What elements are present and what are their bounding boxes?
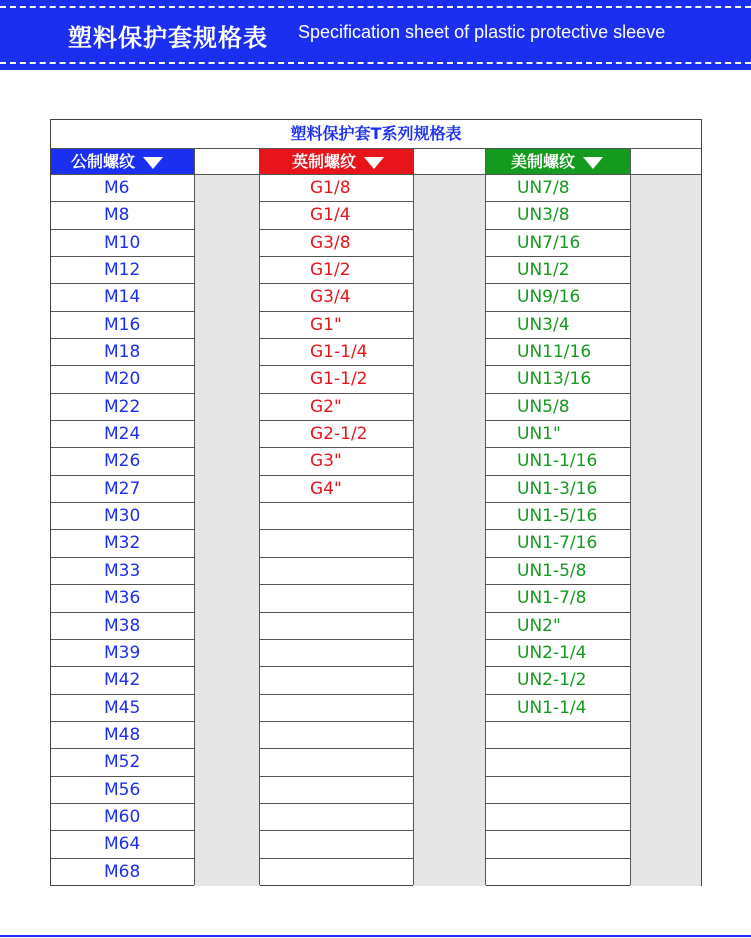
banner-dash-top	[0, 6, 751, 8]
american-cell: UN13/16	[486, 366, 630, 393]
british-cell: G4"	[260, 476, 413, 503]
metric-cell: M26	[51, 448, 194, 475]
british-cell	[260, 640, 413, 667]
american-cell: UN3/4	[486, 312, 630, 339]
metric-cell: M64	[51, 831, 194, 858]
metric-cell: M27	[51, 476, 194, 503]
banner-title-en: Specification sheet of plastic protective sleeve	[298, 22, 666, 42]
header-banner	[0, 0, 751, 70]
british-cell	[260, 695, 413, 722]
metric-cell: M24	[51, 421, 194, 448]
american-cell	[486, 804, 630, 831]
american-cell: UN1/2	[486, 257, 630, 284]
metric-cell: M22	[51, 394, 194, 421]
header-british	[260, 148, 413, 175]
british-cell: G2-1/2	[260, 421, 413, 448]
header-metric	[51, 148, 194, 175]
american-cell: UN11/16	[486, 339, 630, 366]
british-cell	[260, 749, 413, 776]
metric-cell: M30	[51, 503, 194, 530]
british-cell	[260, 859, 413, 886]
metric-cell: M60	[51, 804, 194, 831]
gray-spacer-2	[413, 175, 486, 886]
dropdown-triangle-icon	[364, 157, 384, 169]
american-cell: UN7/16	[486, 230, 630, 257]
british-cell: G1-1/2	[260, 366, 413, 393]
american-cell: UN2"	[486, 613, 630, 640]
metric-cell: M8	[51, 202, 194, 229]
title-divider	[51, 148, 701, 149]
metric-cell: M52	[51, 749, 194, 776]
american-cell: UN3/8	[486, 202, 630, 229]
british-cell	[260, 585, 413, 612]
british-cell	[260, 831, 413, 858]
british-cell	[260, 613, 413, 640]
dropdown-triangle-icon	[583, 157, 603, 169]
table-title: 塑料保护套T系列规格表	[290, 124, 462, 143]
british-cell	[260, 530, 413, 557]
metric-cell: M32	[51, 530, 194, 557]
metric-cell: M68	[104, 861, 141, 882]
american-cell	[486, 777, 630, 804]
divider	[485, 148, 486, 885]
divider	[413, 148, 414, 885]
dropdown-triangle-icon	[143, 157, 163, 169]
american-cell: UN1"	[486, 421, 630, 448]
metric-cell: M12	[51, 257, 194, 284]
british-cell	[260, 667, 413, 694]
banner-dash-bottom	[0, 62, 751, 64]
american-cell	[486, 831, 630, 858]
footer-line	[0, 935, 751, 937]
british-cell	[260, 777, 413, 804]
gray-spacer-3	[630, 175, 701, 886]
american-cell: UN9/16	[486, 284, 630, 311]
american-cell: UN1-7/16	[486, 530, 630, 557]
banner-title-cn: 塑料保护套规格表	[68, 24, 268, 52]
divider	[630, 148, 631, 885]
british-cell	[260, 558, 413, 585]
metric-cell: M20	[51, 366, 194, 393]
american-cell: UN7/8	[486, 175, 630, 202]
american-cell	[486, 749, 630, 776]
british-cell: G1/4	[260, 202, 413, 229]
metric-cell: M10	[51, 230, 194, 257]
british-cell: G3"	[260, 448, 413, 475]
british-cell: G1/8	[260, 175, 413, 202]
metric-cell: M33	[51, 558, 194, 585]
american-cell: UN1-1/4	[486, 695, 630, 722]
american-column	[486, 175, 630, 886]
metric-cell: M38	[51, 613, 194, 640]
british-cell: G1"	[260, 312, 413, 339]
metric-cell: M16	[51, 312, 194, 339]
american-cell	[486, 859, 630, 886]
metric-cell: M36	[51, 585, 194, 612]
american-cell: UN2-1/4	[486, 640, 630, 667]
header-metric-label: 公制螺纹	[71, 152, 136, 171]
british-cell: G1/2	[260, 257, 413, 284]
british-cell	[260, 804, 413, 831]
british-cell: G1-1/4	[260, 339, 413, 366]
british-cell: G2"	[260, 394, 413, 421]
british-cell: G3/8	[260, 230, 413, 257]
metric-cell: M6	[51, 175, 194, 202]
metric-cell: M56	[51, 777, 194, 804]
header-american-label: 美制螺纹	[511, 152, 576, 171]
header-american	[486, 148, 630, 175]
british-cell: G3/4	[260, 284, 413, 311]
metric-cell: M14	[51, 284, 194, 311]
metric-cell: M48	[51, 722, 194, 749]
metric-column	[51, 175, 194, 886]
header-divider	[51, 174, 701, 175]
american-cell: UN5/8	[486, 394, 630, 421]
spec-table	[50, 119, 702, 886]
british-cell	[260, 503, 413, 530]
header-british-label: 英制螺纹	[292, 152, 357, 171]
american-cell: UN2-1/2	[486, 667, 630, 694]
american-cell: UN1-1/16	[486, 448, 630, 475]
british-cell	[260, 722, 413, 749]
divider	[194, 148, 195, 885]
american-cell: UN1-5/8	[486, 558, 630, 585]
metric-cell: M42	[51, 667, 194, 694]
divider	[259, 148, 260, 885]
american-cell: UN1-3/16	[486, 476, 630, 503]
gray-spacer-1	[194, 175, 260, 886]
american-cell: UN1-5/16	[486, 503, 630, 530]
american-cell	[486, 722, 630, 749]
metric-cell: M39	[51, 640, 194, 667]
metric-cell: M18	[51, 339, 194, 366]
british-column	[260, 175, 413, 886]
metric-cell: M45	[51, 695, 194, 722]
american-cell: UN1-7/8	[486, 585, 630, 612]
